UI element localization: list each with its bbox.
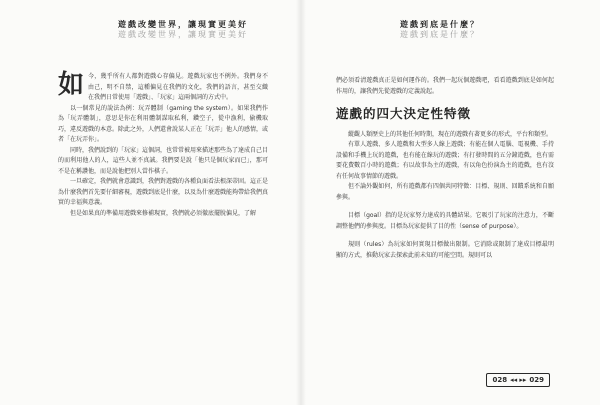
- left-paragraph-4: 一旦確定，我們就會意識到，我們對遊戲的各種負面看法根深蒂固。這正是為什麼我們首先要仔細審視，遊戲到底是什麼，以及為什麼遊戲能夠帶給我們真實的幸福與意義。: [58, 178, 269, 206]
- left-paragraph-2: 以一個常見的說法為例：玩弄體制（gaming the system）。如果我們作為「玩弄體制」，意思是你在利用體制謀取私利，鑽空子，從中漁利，偷機取巧，違反遊戲的本意。除此之外，人們還會說某人正在「玩弄」他人的感情，或者「在玩弄你」。: [58, 104, 269, 143]
- section-heading: 遊戲的四大決定性特徵: [336, 106, 472, 121]
- left-page: [0, 0, 296, 405]
- right-page-number: 029: [529, 376, 544, 384]
- right-page: [306, 0, 600, 405]
- right-body-text: [336, 76, 554, 261]
- right-paragraph-2: 有單人遊戲、多人遊戲和大型多人線上遊戲；有能在個人電腦、電視機、手持設備和手機上玩的遊戲，也有能在線玩的遊戲；有打發時間的五分鐘遊戲，也有需要花費數百小時的遊戲；有以故事為主的遊戲，有以角色扮演為主的遊戲，也有沒有任何故事情節的遊戲。: [336, 141, 554, 180]
- paragraph-spacer: [336, 203, 554, 211]
- left-running-head-echo: 遊戲改變世界，讓現實更美好: [118, 30, 248, 39]
- left-running-head: [118, 20, 248, 39]
- right-running-head-title: 遊戲到底是什麼？: [400, 20, 480, 29]
- paragraph-spacer: [336, 232, 554, 240]
- left-running-head-title: 遊戲改變世界，讓現實更美好: [118, 20, 248, 29]
- page-number-box: [486, 373, 550, 387]
- left-page-number: 028: [492, 376, 508, 384]
- right-paragraph-5: 規則（rules）為玩家如何實現目標做出限制。它消除或限制了達成目標最明顯的方式，推動玩家去探索此前未知的可能空間。規則可以: [336, 241, 554, 259]
- page-numbers: [486, 373, 550, 387]
- drop-cap: 如: [58, 70, 85, 100]
- left-paragraph-3: 同時，我們說到的「玩家」這個詞，也常常被用來描述那些為了達成自己目的而利用他人的人，這些人並不真誠。我們要是說「他只是個玩家而已」，那可不是在稱讚他，而是說他把別人當作棋子。: [58, 146, 269, 175]
- right-paragraph-1: 縱觀人類歷史上的其他任何時期，現在的遊戲有著更多的形式，平台和類型。: [348, 130, 553, 138]
- right-paragraph-4: 目標（goal）指的是玩家努力達成的具體結果。它吸引了玩家的注意力，不斷調整他們的參與度。目標為玩家提供了目的性（sense of purpose）。: [336, 212, 554, 230]
- left-paragraph-1-text: 今，幾乎所有人都對遊戲心存偏見。遊戲玩家也不例外。我們身不由己，明不自禁，這種偏見在我們的文化，我們的語言，甚至交織在我們日常使用「遊戲」、「玩家」這兩個詞的方式中。: [88, 73, 268, 101]
- right-running-head: [400, 20, 480, 39]
- right-paragraph-3: 但不論外觀如何，所有遊戲都有四個共同特徵：目標、規則、回饋系統和自願參與。: [336, 183, 554, 201]
- page-number-separator: ◂◂ ▸▸: [510, 376, 527, 384]
- book-gutter-shadow: [296, 0, 306, 405]
- left-paragraph-5: 但是如果真的準備用遊戲來修補現實，我們就必須徹底擺脫偏見，了解: [70, 209, 257, 217]
- right-intro-paragraph: 們必須看清遊戲真正是如何運作的。我們一起玩個遊戲吧，看看遊戲到底是如何起作用的，讓我們先從遊戲的定義說起。: [336, 77, 554, 95]
- right-running-head-echo: 遊戲到底是什麼？: [400, 30, 480, 39]
- left-paragraph-1: [58, 72, 268, 104]
- left-body-text: [58, 72, 268, 219]
